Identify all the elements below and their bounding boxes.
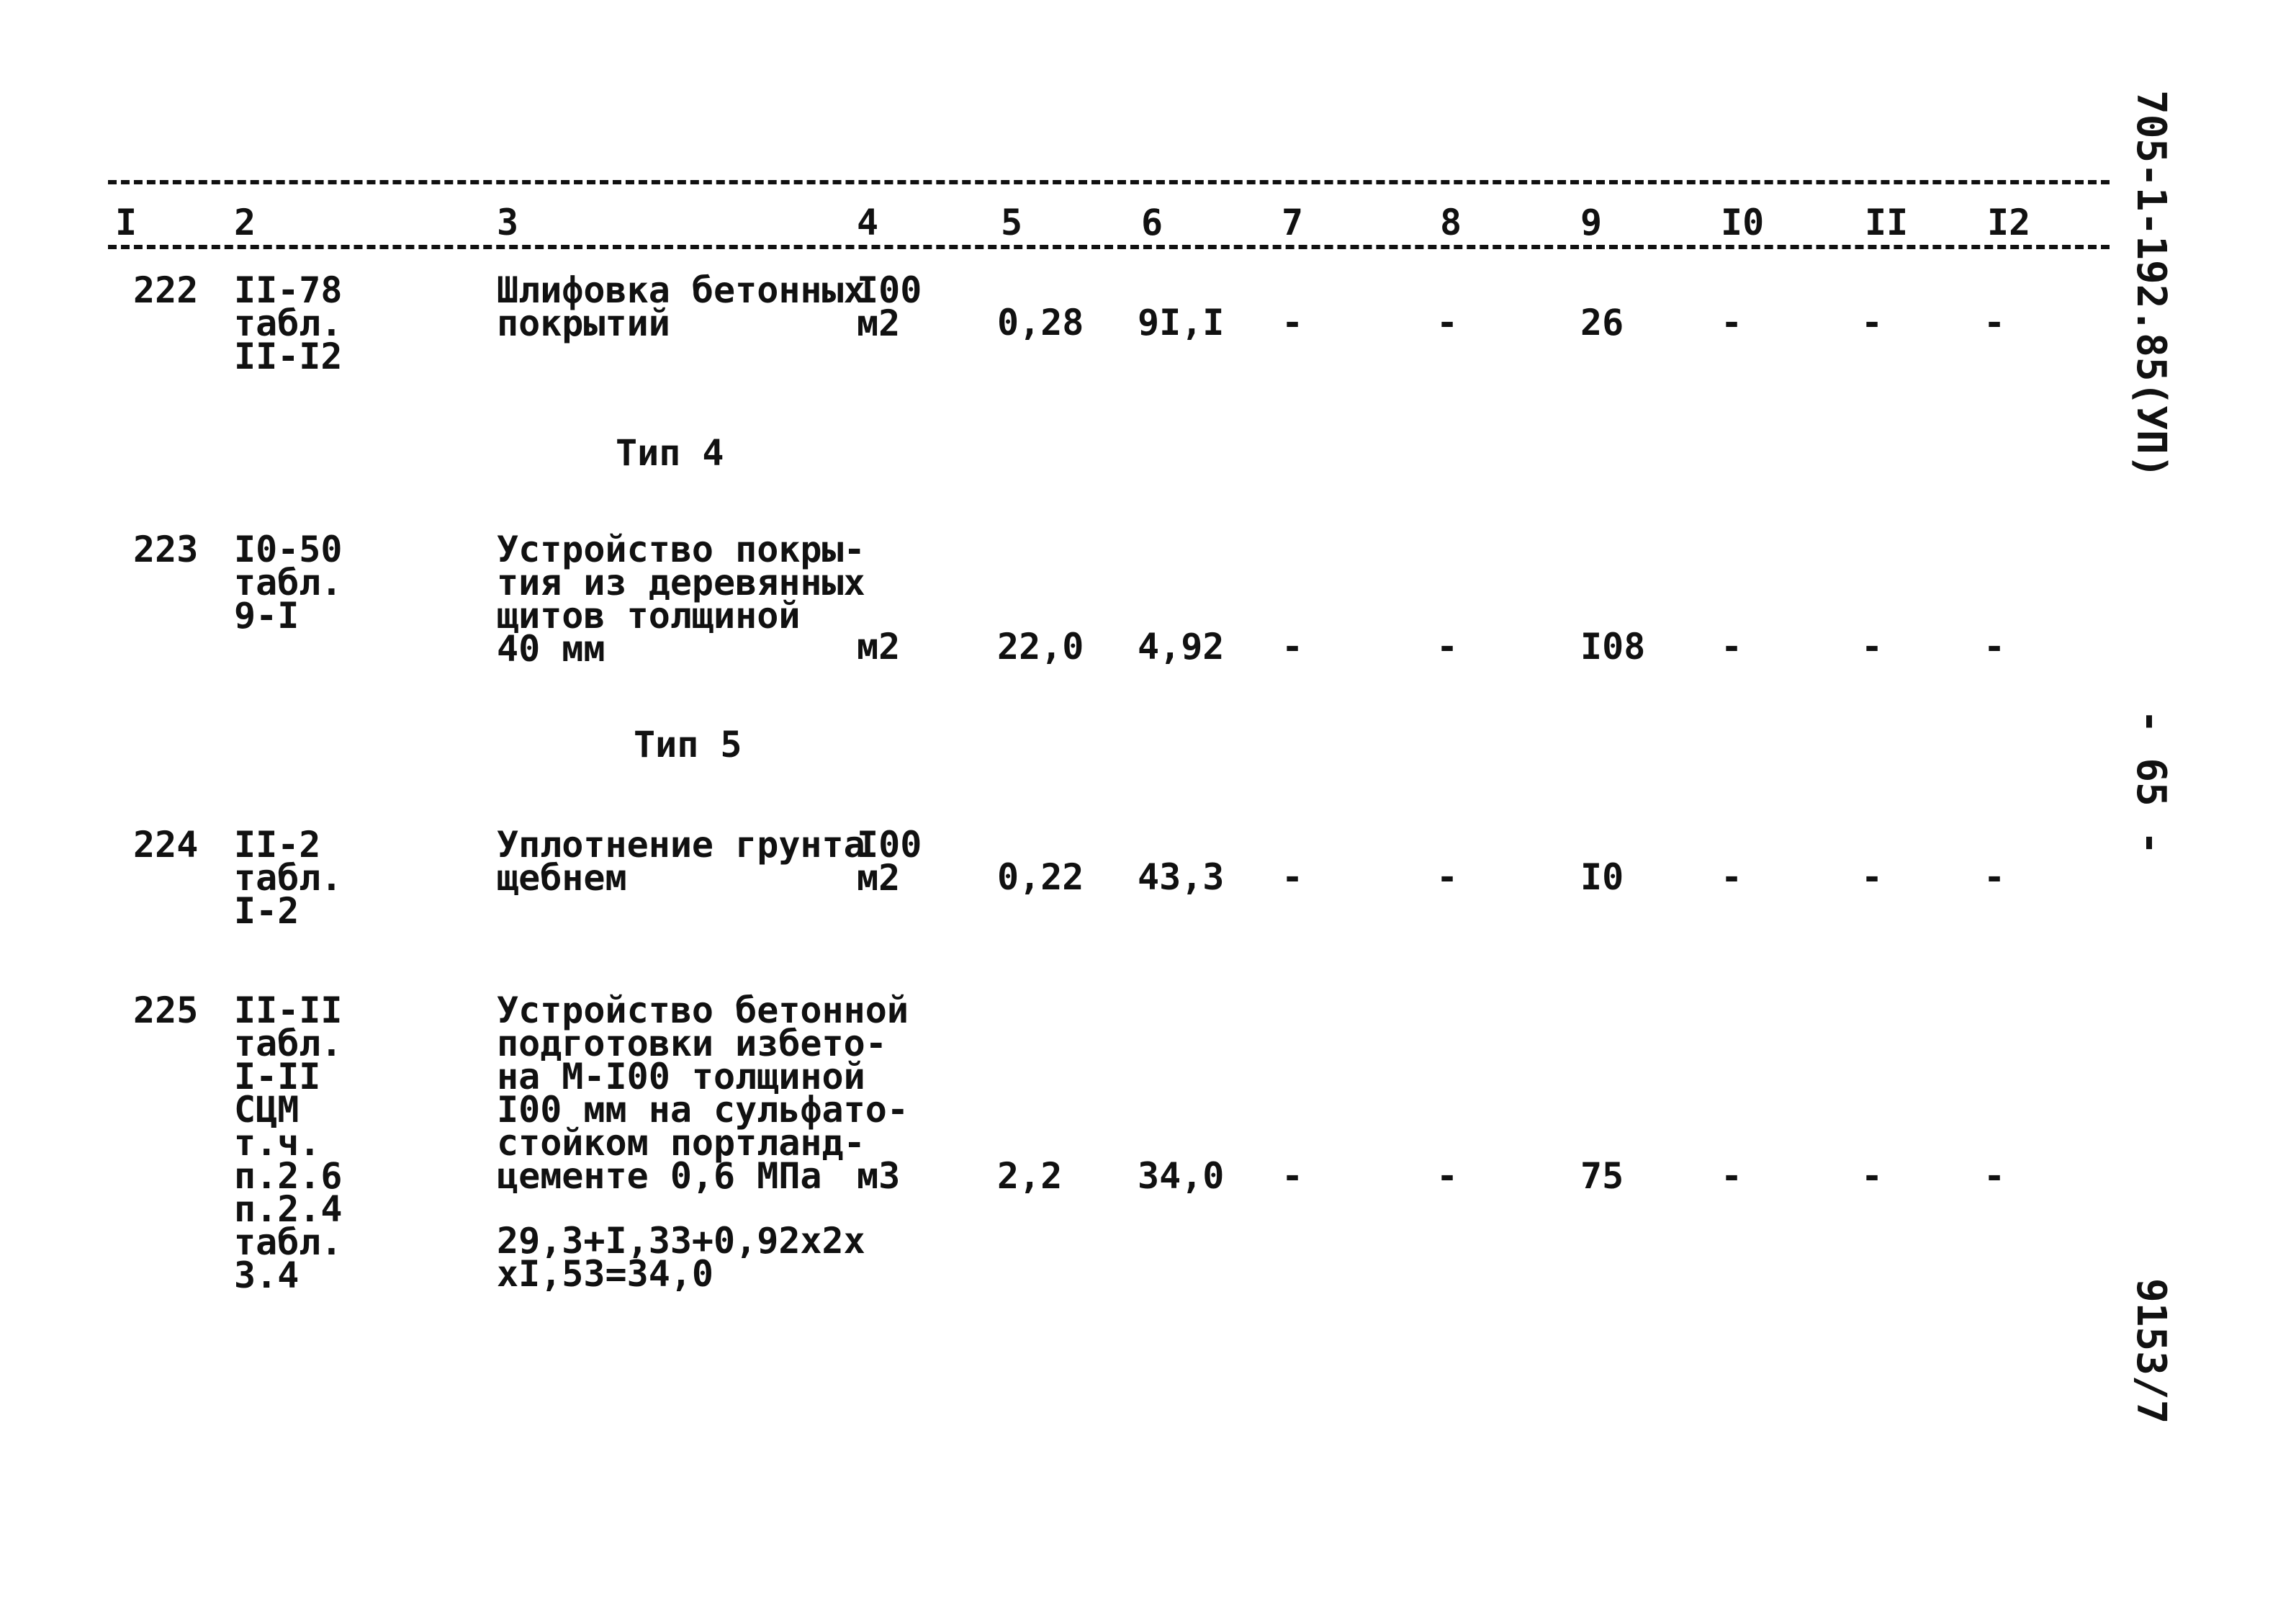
row-col5: 2,2 [997,1155,1063,1197]
col-header-11: II [1865,202,1909,243]
row-col6: 43,3 [1138,856,1225,898]
page-number: - 65 - [2128,709,2174,856]
section-title: Тип 4 [616,432,724,474]
row-col12: - [1984,856,2006,898]
row-col10: - [1721,1155,1743,1197]
row-unit: м2 [857,626,901,668]
row-description: Устройство бетонной подготовки избето- на М-I00 толщиной I00 мм на сульфато- стойком портланд- цементе 0,6 МПа [497,989,909,1197]
col-header-5: 5 [1001,202,1023,243]
col-header-6: 6 [1141,202,1163,243]
row-col7: - [1282,302,1304,344]
row-col10: - [1721,626,1743,668]
row-code: II-2 табл. I-2 [234,824,343,932]
row-col9: 26 [1580,302,1624,344]
row-col6: 4,92 [1138,626,1225,668]
row-number: 222 [133,269,199,311]
row-col12: - [1984,302,2006,344]
row-col11: - [1861,1155,1883,1197]
row-col8: - [1436,856,1459,898]
row-col9: I0 [1580,856,1624,898]
row-code: I0-50 табл. 9-I [234,529,343,637]
row-col5: 0,22 [997,856,1084,898]
row-calculation: 29,3+I,33+0,92x2x xI,53=34,0 [497,1220,865,1295]
header-top-rule [108,180,2110,184]
row-unit: м3 [857,1155,901,1197]
col-header-7: 7 [1282,202,1304,243]
row-col6: 9I,I [1138,302,1225,344]
col-header-10: I0 [1721,202,1765,243]
col-header-1: I [115,202,138,243]
row-number: 224 [133,824,199,866]
header-bottom-rule [108,245,2110,249]
row-col6: 34,0 [1138,1155,1225,1197]
row-number: 225 [133,989,199,1031]
col-header-12: I2 [1987,202,2031,243]
row-col8: - [1436,302,1459,344]
section-title: Тип 5 [634,724,742,766]
row-number: 223 [133,529,199,570]
row-code: II-78 табл. II-I2 [234,269,343,377]
row-description: Устройство покры- тия из деревянных щитов толщиной 40 мм [497,529,865,670]
row-col11: - [1861,856,1883,898]
row-unit: I00 м2 [857,269,922,344]
row-col11: - [1861,626,1883,668]
row-unit: I00 м2 [857,824,922,899]
col-header-2: 2 [234,202,256,243]
row-col5: 0,28 [997,302,1084,344]
col-header-8: 8 [1440,202,1462,243]
inventory-number: 9153/7 [2128,1278,2174,1424]
row-col10: - [1721,856,1743,898]
row-col12: - [1984,1155,2006,1197]
row-col10: - [1721,302,1743,344]
document-code: 705-1-192.85(УП) [2128,90,2174,479]
row-code: II-II табл. I-II СЦМ т.ч. п.2.6 п.2.4 табл. 3.4 [234,989,343,1296]
row-col9: I08 [1580,626,1646,668]
row-col11: - [1861,302,1883,344]
row-col8: - [1436,626,1459,668]
col-header-3: 3 [497,202,519,243]
col-header-4: 4 [857,202,879,243]
row-col8: - [1436,1155,1459,1197]
row-description: Уплотнение грунта щебнем [497,824,865,899]
row-col12: - [1984,626,2006,668]
row-description: Шлифовка бетонных покрытий [497,269,865,344]
row-col7: - [1282,856,1304,898]
col-header-9: 9 [1580,202,1603,243]
row-col9: 75 [1580,1155,1624,1197]
row-col5: 22,0 [997,626,1084,668]
row-col7: - [1282,1155,1304,1197]
row-col7: - [1282,626,1304,668]
